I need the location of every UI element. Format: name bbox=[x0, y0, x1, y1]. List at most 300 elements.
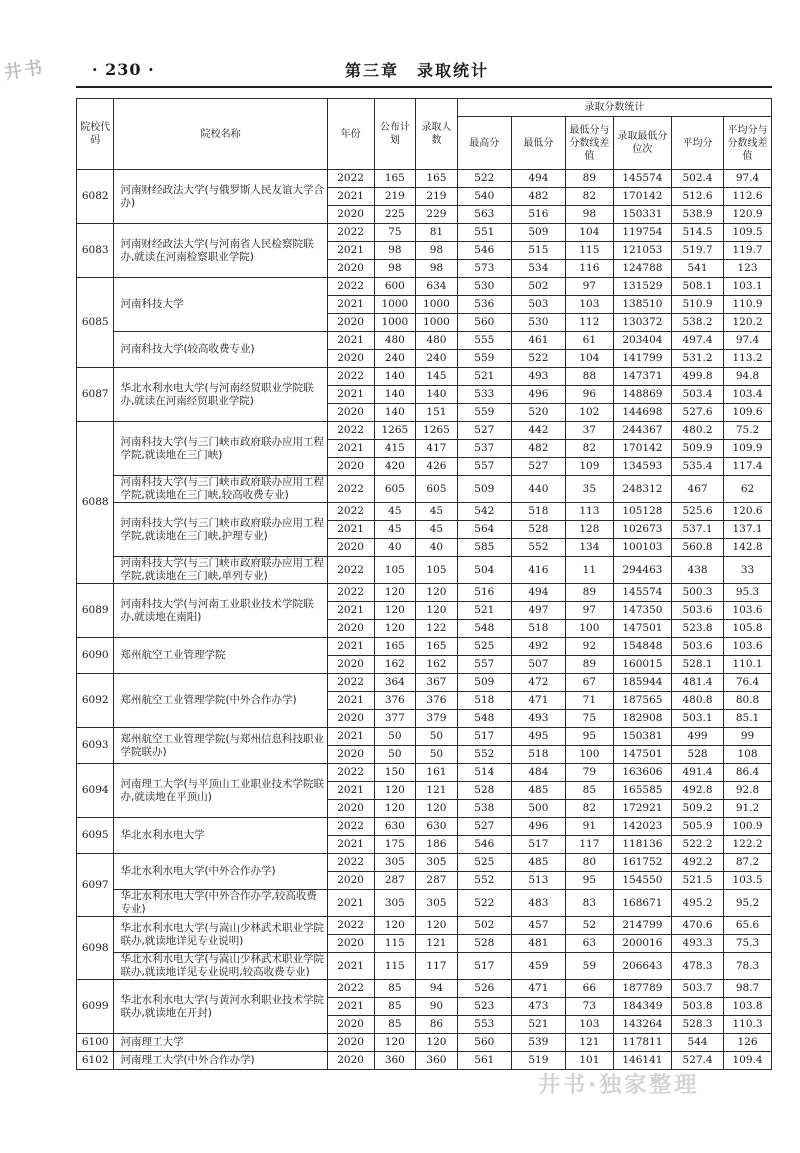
min-diff-cell: 37 bbox=[565, 422, 613, 440]
max-score-cell: 552 bbox=[457, 746, 511, 764]
year-cell: 2021 bbox=[327, 521, 374, 539]
year-cell: 2022 bbox=[327, 854, 374, 872]
school-code: 6098 bbox=[77, 917, 114, 980]
max-score-cell: 573 bbox=[457, 260, 511, 278]
admitted-cell: 379 bbox=[416, 710, 458, 728]
year-cell: 2021 bbox=[327, 602, 374, 620]
min-score-cell: 485 bbox=[511, 782, 565, 800]
min-score-cell: 472 bbox=[511, 674, 565, 692]
max-score-cell: 563 bbox=[457, 206, 511, 224]
year-cell: 2022 bbox=[327, 170, 374, 188]
year-cell: 2020 bbox=[327, 800, 374, 818]
avg-diff-cell: 95.2 bbox=[724, 890, 772, 917]
plan-cell: 225 bbox=[374, 206, 416, 224]
avg-score-cell: 500.3 bbox=[672, 584, 724, 602]
min-rank-cell: 148869 bbox=[613, 386, 671, 404]
min-score-cell: 552 bbox=[511, 539, 565, 557]
avg-score-cell: 535.4 bbox=[672, 458, 724, 476]
min-diff-cell: 52 bbox=[565, 917, 613, 935]
avg-diff-cell: 100.9 bbox=[724, 818, 772, 836]
admitted-cell: 287 bbox=[416, 872, 458, 890]
admitted-cell: 50 bbox=[416, 746, 458, 764]
avg-score-cell: 509.2 bbox=[672, 800, 724, 818]
avg-diff-cell: 76.4 bbox=[724, 674, 772, 692]
min-score-cell: 494 bbox=[511, 584, 565, 602]
min-rank-cell: 150381 bbox=[613, 728, 671, 746]
min-score-cell: 522 bbox=[511, 350, 565, 368]
avg-score-cell: 509.9 bbox=[672, 440, 724, 458]
admitted-cell: 240 bbox=[416, 350, 458, 368]
min-rank-cell: 206643 bbox=[613, 953, 671, 980]
min-score-cell: 496 bbox=[511, 386, 565, 404]
avg-score-cell: 525.6 bbox=[672, 503, 724, 521]
avg-diff-cell: 94.8 bbox=[724, 368, 772, 386]
min-score-cell: 482 bbox=[511, 440, 565, 458]
plan-cell: 75 bbox=[374, 224, 416, 242]
min-rank-cell: 138510 bbox=[613, 296, 671, 314]
min-score-cell: 515 bbox=[511, 242, 565, 260]
page-number: · 230 · bbox=[92, 60, 155, 79]
page-header bbox=[0, 0, 800, 90]
min-rank-cell: 294463 bbox=[613, 557, 671, 584]
avg-score-cell: 522.2 bbox=[672, 836, 724, 854]
avg-score-cell: 497.4 bbox=[672, 332, 724, 350]
avg-score-cell: 503.6 bbox=[672, 638, 724, 656]
min-diff-cell: 11 bbox=[565, 557, 613, 584]
plan-cell: 98 bbox=[374, 242, 416, 260]
avg-score-cell: 470.6 bbox=[672, 917, 724, 935]
avg-score-cell: 510.9 bbox=[672, 296, 724, 314]
avg-score-cell: 491.4 bbox=[672, 764, 724, 782]
avg-score-cell: 503.7 bbox=[672, 980, 724, 998]
plan-cell: 50 bbox=[374, 728, 416, 746]
year-cell: 2022 bbox=[327, 764, 374, 782]
min-diff-cell: 100 bbox=[565, 620, 613, 638]
year-cell: 2021 bbox=[327, 728, 374, 746]
plan-cell: 120 bbox=[374, 602, 416, 620]
table-row bbox=[77, 674, 772, 692]
admitted-cell: 120 bbox=[416, 584, 458, 602]
avg-score-cell: 527.4 bbox=[672, 1052, 724, 1070]
plan-cell: 165 bbox=[374, 170, 416, 188]
min-diff-cell: 89 bbox=[565, 584, 613, 602]
school-name: 河南科技大学(与三门峡市政府联办应用工程学院,就读地在三门峡,护理专业) bbox=[114, 503, 327, 557]
max-score-cell: 585 bbox=[457, 539, 511, 557]
min-score-cell: 442 bbox=[511, 422, 565, 440]
min-score-cell: 494 bbox=[511, 170, 565, 188]
min-score-cell: 530 bbox=[511, 314, 565, 332]
max-score-cell: 525 bbox=[457, 638, 511, 656]
school-name: 华北水利水电大学(中外合作办学,较高收费专业) bbox=[114, 890, 327, 917]
avg-diff-cell: 103.6 bbox=[724, 638, 772, 656]
table-row bbox=[77, 332, 772, 350]
max-score-cell: 521 bbox=[457, 602, 511, 620]
max-score-cell: 560 bbox=[457, 314, 511, 332]
avg-diff-cell: 75.2 bbox=[724, 422, 772, 440]
avg-diff-cell: 62 bbox=[724, 476, 772, 503]
min-rank-cell: 131529 bbox=[613, 278, 671, 296]
avg-score-cell: 560.8 bbox=[672, 539, 724, 557]
admitted-cell: 50 bbox=[416, 728, 458, 746]
min-diff-cell: 79 bbox=[565, 764, 613, 782]
school-code: 6092 bbox=[77, 674, 114, 728]
avg-score-cell: 538.2 bbox=[672, 314, 724, 332]
min-rank-cell: 147501 bbox=[613, 746, 671, 764]
max-score-cell: 533 bbox=[457, 386, 511, 404]
table-row bbox=[77, 422, 772, 440]
plan-cell: 140 bbox=[374, 404, 416, 422]
min-score-cell: 519 bbox=[511, 1052, 565, 1070]
avg-diff-cell: 103.6 bbox=[724, 602, 772, 620]
year-cell: 2021 bbox=[327, 242, 374, 260]
max-score-cell: 509 bbox=[457, 674, 511, 692]
plan-cell: 1265 bbox=[374, 422, 416, 440]
plan-cell: 50 bbox=[374, 746, 416, 764]
min-rank-cell: 170142 bbox=[613, 440, 671, 458]
avg-score-cell: 537.1 bbox=[672, 521, 724, 539]
admitted-cell: 45 bbox=[416, 503, 458, 521]
table-row bbox=[77, 818, 772, 836]
min-rank-cell: 214799 bbox=[613, 917, 671, 935]
footer-watermark: 井书·独家整理 bbox=[538, 1073, 700, 1098]
max-score-cell: 559 bbox=[457, 404, 511, 422]
admitted-cell: 1265 bbox=[416, 422, 458, 440]
admitted-cell: 117 bbox=[416, 953, 458, 980]
min-score-cell: 457 bbox=[511, 917, 565, 935]
admitted-cell: 305 bbox=[416, 854, 458, 872]
school-name: 河南理工大学(与平顶山工业职业技术学院联办,就读地在平顶山) bbox=[114, 764, 327, 818]
avg-diff-cell: 137.1 bbox=[724, 521, 772, 539]
watermark-logo: 井书 bbox=[2, 57, 46, 84]
school-code: 6099 bbox=[77, 980, 114, 1034]
avg-diff-cell: 33 bbox=[724, 557, 772, 584]
min-score-cell: 482 bbox=[511, 188, 565, 206]
avg-score-cell: 505.9 bbox=[672, 818, 724, 836]
admitted-cell: 120 bbox=[416, 800, 458, 818]
max-score-cell: 502 bbox=[457, 917, 511, 935]
avg-score-cell: 521.5 bbox=[672, 872, 724, 890]
min-rank-cell: 172921 bbox=[613, 800, 671, 818]
min-score-cell: 528 bbox=[511, 521, 565, 539]
min-rank-cell: 165585 bbox=[613, 782, 671, 800]
min-diff-cell: 112 bbox=[565, 314, 613, 332]
min-score-cell: 539 bbox=[511, 1034, 565, 1052]
admitted-cell: 219 bbox=[416, 188, 458, 206]
plan-cell: 120 bbox=[374, 1034, 416, 1052]
table-body bbox=[77, 170, 772, 1070]
admitted-cell: 165 bbox=[416, 638, 458, 656]
header-year: 年份 bbox=[327, 99, 374, 170]
school-code: 6089 bbox=[77, 584, 114, 638]
year-cell: 2020 bbox=[327, 872, 374, 890]
school-name: 河南科技大学(较高收费专业) bbox=[114, 332, 327, 368]
school-name: 河南科技大学 bbox=[114, 278, 327, 332]
plan-cell: 98 bbox=[374, 260, 416, 278]
year-cell: 2020 bbox=[327, 620, 374, 638]
min-score-cell: 484 bbox=[511, 764, 565, 782]
plan-cell: 360 bbox=[374, 1052, 416, 1070]
min-rank-cell: 150331 bbox=[613, 206, 671, 224]
avg-score-cell: 508.1 bbox=[672, 278, 724, 296]
school-code: 6085 bbox=[77, 278, 114, 368]
plan-cell: 140 bbox=[374, 368, 416, 386]
chapter-title: 第三章 录取统计 bbox=[345, 61, 490, 80]
min-diff-cell: 97 bbox=[565, 602, 613, 620]
school-code: 6090 bbox=[77, 638, 114, 674]
min-diff-cell: 134 bbox=[565, 539, 613, 557]
admitted-cell: 1000 bbox=[416, 296, 458, 314]
min-rank-cell: 203404 bbox=[613, 332, 671, 350]
admitted-cell: 140 bbox=[416, 386, 458, 404]
school-name: 河南科技大学(与三门峡市政府联办应用工程学院,就读地在三门峡,单列专业) bbox=[114, 557, 327, 584]
min-score-cell: 517 bbox=[511, 836, 565, 854]
min-score-cell: 507 bbox=[511, 656, 565, 674]
avg-score-cell: 503.1 bbox=[672, 710, 724, 728]
avg-diff-cell: 92.8 bbox=[724, 782, 772, 800]
avg-diff-cell: 110.9 bbox=[724, 296, 772, 314]
admitted-cell: 360 bbox=[416, 1052, 458, 1070]
avg-diff-cell: 85.1 bbox=[724, 710, 772, 728]
plan-cell: 120 bbox=[374, 782, 416, 800]
plan-cell: 85 bbox=[374, 1016, 416, 1034]
min-diff-cell: 128 bbox=[565, 521, 613, 539]
admitted-cell: 94 bbox=[416, 980, 458, 998]
min-score-cell: 520 bbox=[511, 404, 565, 422]
max-score-cell: 561 bbox=[457, 1052, 511, 1070]
avg-diff-cell: 98.7 bbox=[724, 980, 772, 998]
table-row bbox=[77, 368, 772, 386]
max-score-cell: 504 bbox=[457, 557, 511, 584]
plan-cell: 120 bbox=[374, 800, 416, 818]
table-row bbox=[77, 764, 772, 782]
year-cell: 2021 bbox=[327, 692, 374, 710]
year-cell: 2021 bbox=[327, 296, 374, 314]
min-rank-cell: 187789 bbox=[613, 980, 671, 998]
avg-diff-cell: 119.7 bbox=[724, 242, 772, 260]
avg-diff-cell: 110.3 bbox=[724, 1016, 772, 1034]
avg-score-cell: 512.6 bbox=[672, 188, 724, 206]
min-diff-cell: 59 bbox=[565, 953, 613, 980]
plan-cell: 305 bbox=[374, 854, 416, 872]
plan-cell: 1000 bbox=[374, 296, 416, 314]
year-cell: 2020 bbox=[327, 935, 374, 953]
avg-score-cell: 467 bbox=[672, 476, 724, 503]
avg-diff-cell: 105.8 bbox=[724, 620, 772, 638]
table-row bbox=[77, 890, 772, 917]
plan-cell: 40 bbox=[374, 539, 416, 557]
year-cell: 2020 bbox=[327, 710, 374, 728]
max-score-cell: 548 bbox=[457, 620, 511, 638]
min-rank-cell: 163606 bbox=[613, 764, 671, 782]
min-score-cell: 521 bbox=[511, 1016, 565, 1034]
admitted-cell: 417 bbox=[416, 440, 458, 458]
max-score-cell: 530 bbox=[457, 278, 511, 296]
school-code: 6102 bbox=[77, 1052, 114, 1070]
year-cell: 2021 bbox=[327, 998, 374, 1016]
avg-score-cell: 528.1 bbox=[672, 656, 724, 674]
plan-cell: 45 bbox=[374, 503, 416, 521]
avg-score-cell: 528.3 bbox=[672, 1016, 724, 1034]
min-rank-cell: 144698 bbox=[613, 404, 671, 422]
min-diff-cell: 61 bbox=[565, 332, 613, 350]
max-score-cell: 509 bbox=[457, 476, 511, 503]
min-rank-cell: 145574 bbox=[613, 170, 671, 188]
year-cell: 2020 bbox=[327, 1016, 374, 1034]
year-cell: 2021 bbox=[327, 638, 374, 656]
table-row bbox=[77, 584, 772, 602]
plan-cell: 364 bbox=[374, 674, 416, 692]
min-diff-cell: 67 bbox=[565, 674, 613, 692]
year-cell: 2022 bbox=[327, 422, 374, 440]
year-cell: 2021 bbox=[327, 386, 374, 404]
min-score-cell: 485 bbox=[511, 854, 565, 872]
min-diff-cell: 95 bbox=[565, 872, 613, 890]
avg-diff-cell: 120.2 bbox=[724, 314, 772, 332]
table-row bbox=[77, 980, 772, 998]
max-score-cell: 546 bbox=[457, 242, 511, 260]
school-code: 6088 bbox=[77, 422, 114, 584]
plan-cell: 165 bbox=[374, 638, 416, 656]
avg-diff-cell: 120.9 bbox=[724, 206, 772, 224]
min-diff-cell: 89 bbox=[565, 656, 613, 674]
min-rank-cell: 248312 bbox=[613, 476, 671, 503]
min-diff-cell: 96 bbox=[565, 386, 613, 404]
min-score-cell: 496 bbox=[511, 818, 565, 836]
avg-score-cell: 438 bbox=[672, 557, 724, 584]
avg-diff-cell: 112.6 bbox=[724, 188, 772, 206]
min-score-cell: 481 bbox=[511, 935, 565, 953]
avg-score-cell: 538.9 bbox=[672, 206, 724, 224]
min-score-cell: 503 bbox=[511, 296, 565, 314]
min-score-cell: 471 bbox=[511, 692, 565, 710]
min-rank-cell: 130372 bbox=[613, 314, 671, 332]
avg-diff-cell: 91.2 bbox=[724, 800, 772, 818]
admitted-cell: 145 bbox=[416, 368, 458, 386]
max-score-cell: 522 bbox=[457, 170, 511, 188]
min-rank-cell: 154848 bbox=[613, 638, 671, 656]
header-score-group: 录取分数统计 bbox=[457, 99, 771, 117]
plan-cell: 120 bbox=[374, 917, 416, 935]
max-score-cell: 522 bbox=[457, 890, 511, 917]
plan-cell: 219 bbox=[374, 188, 416, 206]
max-score-cell: 551 bbox=[457, 224, 511, 242]
year-cell: 2021 bbox=[327, 953, 374, 980]
header-avg: 平均分 bbox=[672, 117, 724, 170]
plan-cell: 105 bbox=[374, 557, 416, 584]
year-cell: 2022 bbox=[327, 557, 374, 584]
avg-score-cell: 531.2 bbox=[672, 350, 724, 368]
min-diff-cell: 103 bbox=[565, 296, 613, 314]
plan-cell: 305 bbox=[374, 890, 416, 917]
admitted-cell: 605 bbox=[416, 476, 458, 503]
plan-cell: 377 bbox=[374, 710, 416, 728]
avg-diff-cell: 87.2 bbox=[724, 854, 772, 872]
avg-score-cell: 492.8 bbox=[672, 782, 724, 800]
year-cell: 2022 bbox=[327, 224, 374, 242]
plan-cell: 240 bbox=[374, 350, 416, 368]
year-cell: 2022 bbox=[327, 917, 374, 935]
max-score-cell: 527 bbox=[457, 422, 511, 440]
min-rank-cell: 145574 bbox=[613, 584, 671, 602]
admitted-cell: 120 bbox=[416, 1034, 458, 1052]
table-row bbox=[77, 638, 772, 656]
min-score-cell: 459 bbox=[511, 953, 565, 980]
min-score-cell: 527 bbox=[511, 458, 565, 476]
avg-diff-cell: 108 bbox=[724, 746, 772, 764]
min-rank-cell: 185944 bbox=[613, 674, 671, 692]
header-min: 最低分 bbox=[511, 117, 565, 170]
avg-diff-cell: 109.6 bbox=[724, 404, 772, 422]
min-rank-cell: 161752 bbox=[613, 854, 671, 872]
admitted-cell: 162 bbox=[416, 656, 458, 674]
max-score-cell: 528 bbox=[457, 782, 511, 800]
avg-score-cell: 499.8 bbox=[672, 368, 724, 386]
min-score-cell: 518 bbox=[511, 620, 565, 638]
max-score-cell: 523 bbox=[457, 998, 511, 1016]
min-score-cell: 483 bbox=[511, 890, 565, 917]
year-cell: 2020 bbox=[327, 539, 374, 557]
min-score-cell: 502 bbox=[511, 278, 565, 296]
header-max: 最高分 bbox=[457, 117, 511, 170]
min-diff-cell: 113 bbox=[565, 503, 613, 521]
admitted-cell: 121 bbox=[416, 782, 458, 800]
min-score-cell: 493 bbox=[511, 710, 565, 728]
admitted-cell: 305 bbox=[416, 890, 458, 917]
header-code: 院校代码 bbox=[77, 99, 114, 170]
min-rank-cell: 121053 bbox=[613, 242, 671, 260]
min-diff-cell: 82 bbox=[565, 800, 613, 818]
min-rank-cell: 102673 bbox=[613, 521, 671, 539]
header-avg-diff: 平均分与分数线差值 bbox=[724, 117, 772, 170]
header-min-diff: 最低分与分数线差值 bbox=[565, 117, 613, 170]
min-diff-cell: 89 bbox=[565, 170, 613, 188]
min-diff-cell: 116 bbox=[565, 260, 613, 278]
admitted-cell: 1000 bbox=[416, 314, 458, 332]
min-rank-cell: 105128 bbox=[613, 503, 671, 521]
school-name: 郑州航空工业管理学院(与郑州信息科技职业学院联办) bbox=[114, 728, 327, 764]
year-cell: 2022 bbox=[327, 368, 374, 386]
school-name: 华北水利水电大学 bbox=[114, 818, 327, 854]
max-score-cell: 540 bbox=[457, 188, 511, 206]
year-cell: 2020 bbox=[327, 260, 374, 278]
max-score-cell: 527 bbox=[457, 818, 511, 836]
max-score-cell: 536 bbox=[457, 296, 511, 314]
max-score-cell: 528 bbox=[457, 935, 511, 953]
school-name: 华北水利水电大学(与嵩山少林武术职业学院联办,就读地详见专业说明) bbox=[114, 917, 327, 953]
plan-cell: 120 bbox=[374, 584, 416, 602]
max-score-cell: 553 bbox=[457, 1016, 511, 1034]
avg-diff-cell: 75.3 bbox=[724, 935, 772, 953]
school-name: 华北水利水电大学(与嵩山少林武术职业学院联办,就读地详见专业说明,较高收费专业) bbox=[114, 953, 327, 980]
min-score-cell: 493 bbox=[511, 368, 565, 386]
admitted-cell: 105 bbox=[416, 557, 458, 584]
admitted-cell: 45 bbox=[416, 521, 458, 539]
avg-diff-cell: 78.3 bbox=[724, 953, 772, 980]
avg-diff-cell: 103.4 bbox=[724, 386, 772, 404]
plan-cell: 175 bbox=[374, 836, 416, 854]
table-row bbox=[77, 728, 772, 746]
table-row bbox=[77, 854, 772, 872]
year-cell: 2020 bbox=[327, 1052, 374, 1070]
avg-score-cell: 480.8 bbox=[672, 692, 724, 710]
year-cell: 2020 bbox=[327, 206, 374, 224]
avg-diff-cell: 86.4 bbox=[724, 764, 772, 782]
min-diff-cell: 92 bbox=[565, 638, 613, 656]
avg-score-cell: 503.4 bbox=[672, 386, 724, 404]
admitted-cell: 630 bbox=[416, 818, 458, 836]
min-diff-cell: 97 bbox=[565, 278, 613, 296]
avg-score-cell: 492.2 bbox=[672, 854, 724, 872]
